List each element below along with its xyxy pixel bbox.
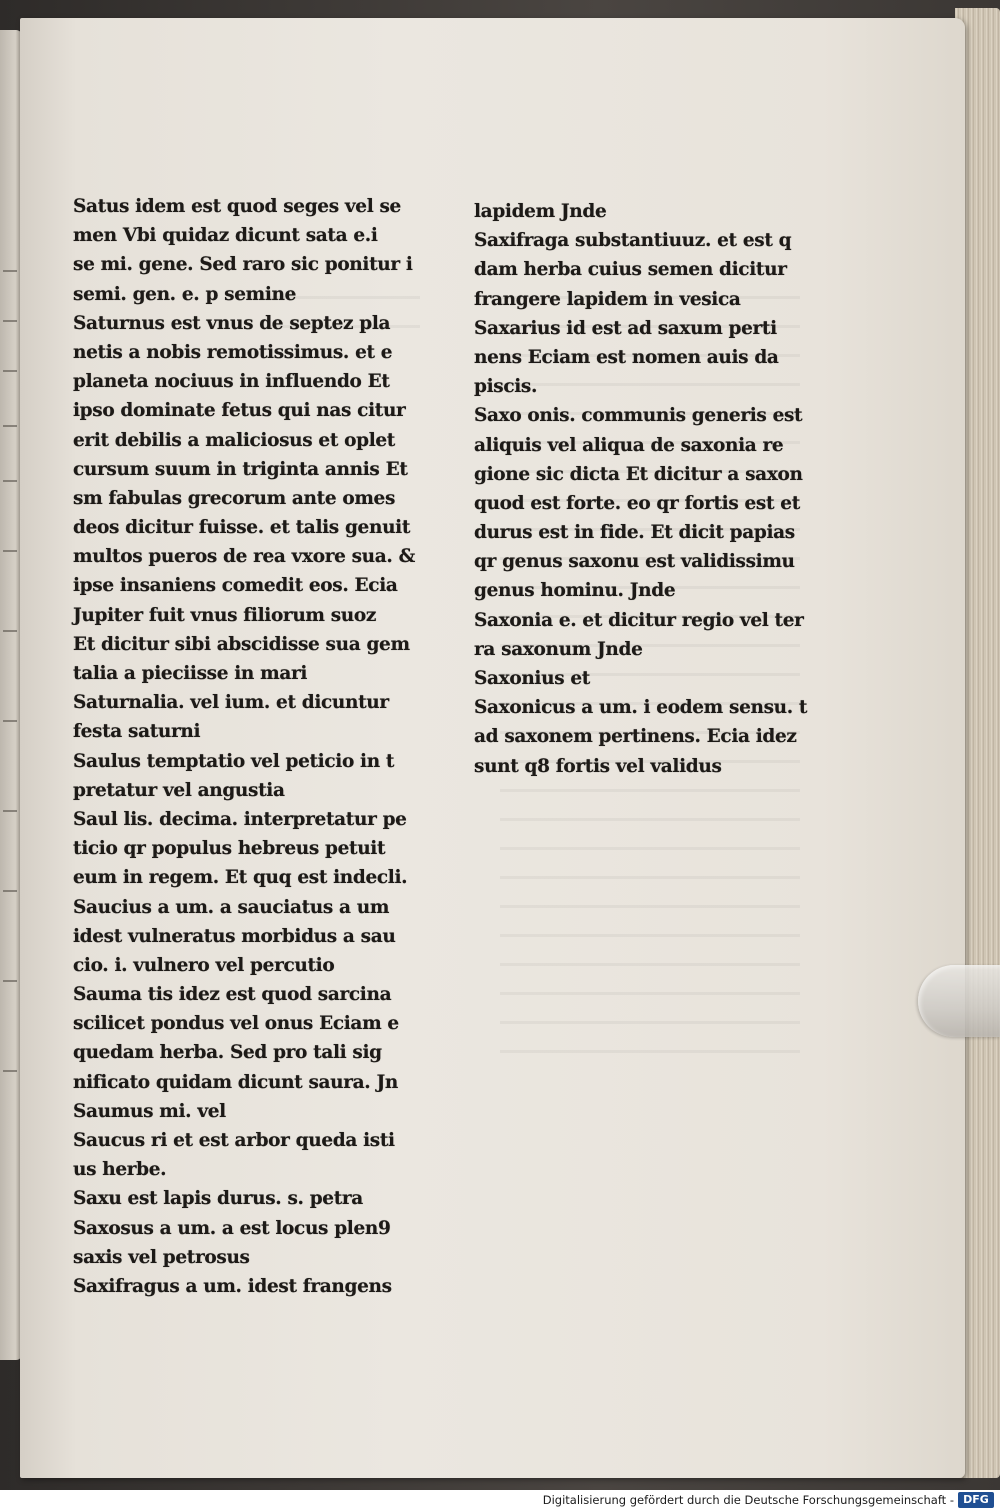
text-line: frangere lapidem in vesica bbox=[474, 288, 741, 310]
text-line: Saucus ri et est arbor queda isti bbox=[73, 1130, 395, 1151]
text-line: multos pueros de rea vxore sua. & bbox=[73, 546, 415, 568]
text-line: saxis vel petrosus bbox=[73, 1246, 250, 1268]
text-line: se mi. gene. Sed raro sic ponitur i bbox=[73, 254, 413, 276]
text-line: planeta nociuus in influendo Et bbox=[73, 371, 390, 393]
text-line: Satus idem est quod seges vel se bbox=[73, 196, 401, 217]
page-clip bbox=[918, 965, 1000, 1037]
text-line: ticio qr populus hebreus petuit bbox=[73, 838, 386, 860]
text-line: quedam herba. Sed pro tali sig bbox=[73, 1042, 382, 1064]
text-line: ad saxonem pertinens. Ecia idez bbox=[474, 726, 797, 748]
text-line: Saturnalia. vel ium. et dicuntur bbox=[73, 692, 389, 714]
text-line: Saturnus est vnus de septez pla bbox=[73, 312, 391, 334]
text-line: erit debilis a maliciosus et oplet bbox=[73, 429, 395, 451]
text-line: nificato quidam dicunt saura. Jn bbox=[73, 1071, 398, 1093]
text-line: Saul lis. decima. interpretatur pe bbox=[73, 808, 407, 830]
text-line: dam herba cuius semen dicitur bbox=[474, 259, 787, 281]
text-line: aliquis vel aliqua de saxonia re bbox=[474, 434, 784, 456]
text-line: deos dicitur fuisse. et talis genuit bbox=[73, 517, 411, 539]
text-line: Saxonia e. et dicitur regio vel ter bbox=[474, 609, 804, 631]
text-line: cio. i. vulnero vel percutio bbox=[73, 954, 335, 976]
text-line: Saxifragus a um. idest frangens bbox=[73, 1275, 392, 1297]
text-line: durus est in fide. Et dicit papias bbox=[474, 522, 795, 544]
text-line: Saulus temptatio vel peticio in t bbox=[73, 750, 395, 772]
adjacent-page-edge bbox=[0, 30, 22, 1360]
text-line: Saxonius et bbox=[474, 668, 590, 689]
text-line: semi. gen. e. p semine bbox=[73, 283, 297, 305]
text-line: ra saxonum Jnde bbox=[474, 638, 643, 660]
text-line: piscis. bbox=[474, 376, 538, 398]
text-line: Jupiter fuit vnus filiorum suoz bbox=[73, 604, 377, 626]
text-line: lapidem Jnde bbox=[474, 201, 607, 222]
text-line: Saxo onis. communis generis est bbox=[474, 405, 803, 427]
text-line: festa saturni bbox=[73, 721, 201, 743]
digitization-notice: Digitalisierung gefördert durch die Deutsche Forschungsgemeinschaft - bbox=[542, 1493, 954, 1507]
text-line: Saxosus a um. a est locus plen9 bbox=[73, 1217, 391, 1239]
text-line: Saxonicus a um. i eodem sensu. t bbox=[474, 697, 808, 719]
text-line: nens Eciam est nomen auis da bbox=[474, 346, 779, 368]
text-line: scilicet pondus vel onus Eciam e bbox=[73, 1013, 399, 1035]
text-column-right bbox=[474, 197, 814, 781]
text-line: quod est forte. eo qr fortis est et bbox=[474, 492, 800, 514]
text-line: eum in regem. Et quq est indecli. bbox=[73, 867, 408, 889]
text-line: Saxifraga substantiuuz. et est q bbox=[474, 230, 792, 252]
text-line: gione sic dicta Et dicitur a saxon bbox=[474, 463, 803, 485]
text-line: sunt q8 fortis vel validus bbox=[474, 755, 722, 777]
text-line: cursum suum in triginta annis Et bbox=[73, 458, 408, 480]
dfg-logo-icon: DFG bbox=[958, 1492, 994, 1508]
text-line: Saxarius id est ad saxum perti bbox=[474, 317, 777, 339]
text-line: Sauma tis idez est quod sarcina bbox=[73, 984, 392, 1006]
text-line: sm fabulas grecorum ante omes bbox=[73, 487, 396, 509]
digitization-footer bbox=[0, 1490, 1000, 1511]
text-line: qr genus saxonu est validissimu bbox=[474, 551, 795, 573]
text-line: Et dicitur sibi abscidisse sua gem bbox=[73, 633, 410, 655]
text-line: idest vulneratus morbidus a sau bbox=[73, 925, 396, 947]
text-line: Saucius a um. a sauciatus a um bbox=[73, 896, 390, 918]
text-line: men Vbi quidaz dicunt sata e.i bbox=[73, 225, 378, 247]
text-line: Saxu est lapis durus. s. petra bbox=[73, 1188, 363, 1210]
text-line: ipso dominate fetus qui nas citur bbox=[73, 400, 406, 422]
text-line: Saumus mi. vel bbox=[73, 1100, 226, 1122]
text-column-left bbox=[73, 192, 413, 1301]
text-line: pretatur vel angustia bbox=[73, 779, 285, 801]
text-line: netis a nobis remotissimus. et e bbox=[73, 341, 393, 363]
text-line: ipse insaniens comedit eos. Ecia bbox=[73, 575, 398, 597]
text-line: us herbe. bbox=[73, 1159, 167, 1181]
text-line: talia a pieciisse in mari bbox=[73, 663, 308, 684]
text-line: genus hominu. Jnde bbox=[474, 580, 676, 602]
